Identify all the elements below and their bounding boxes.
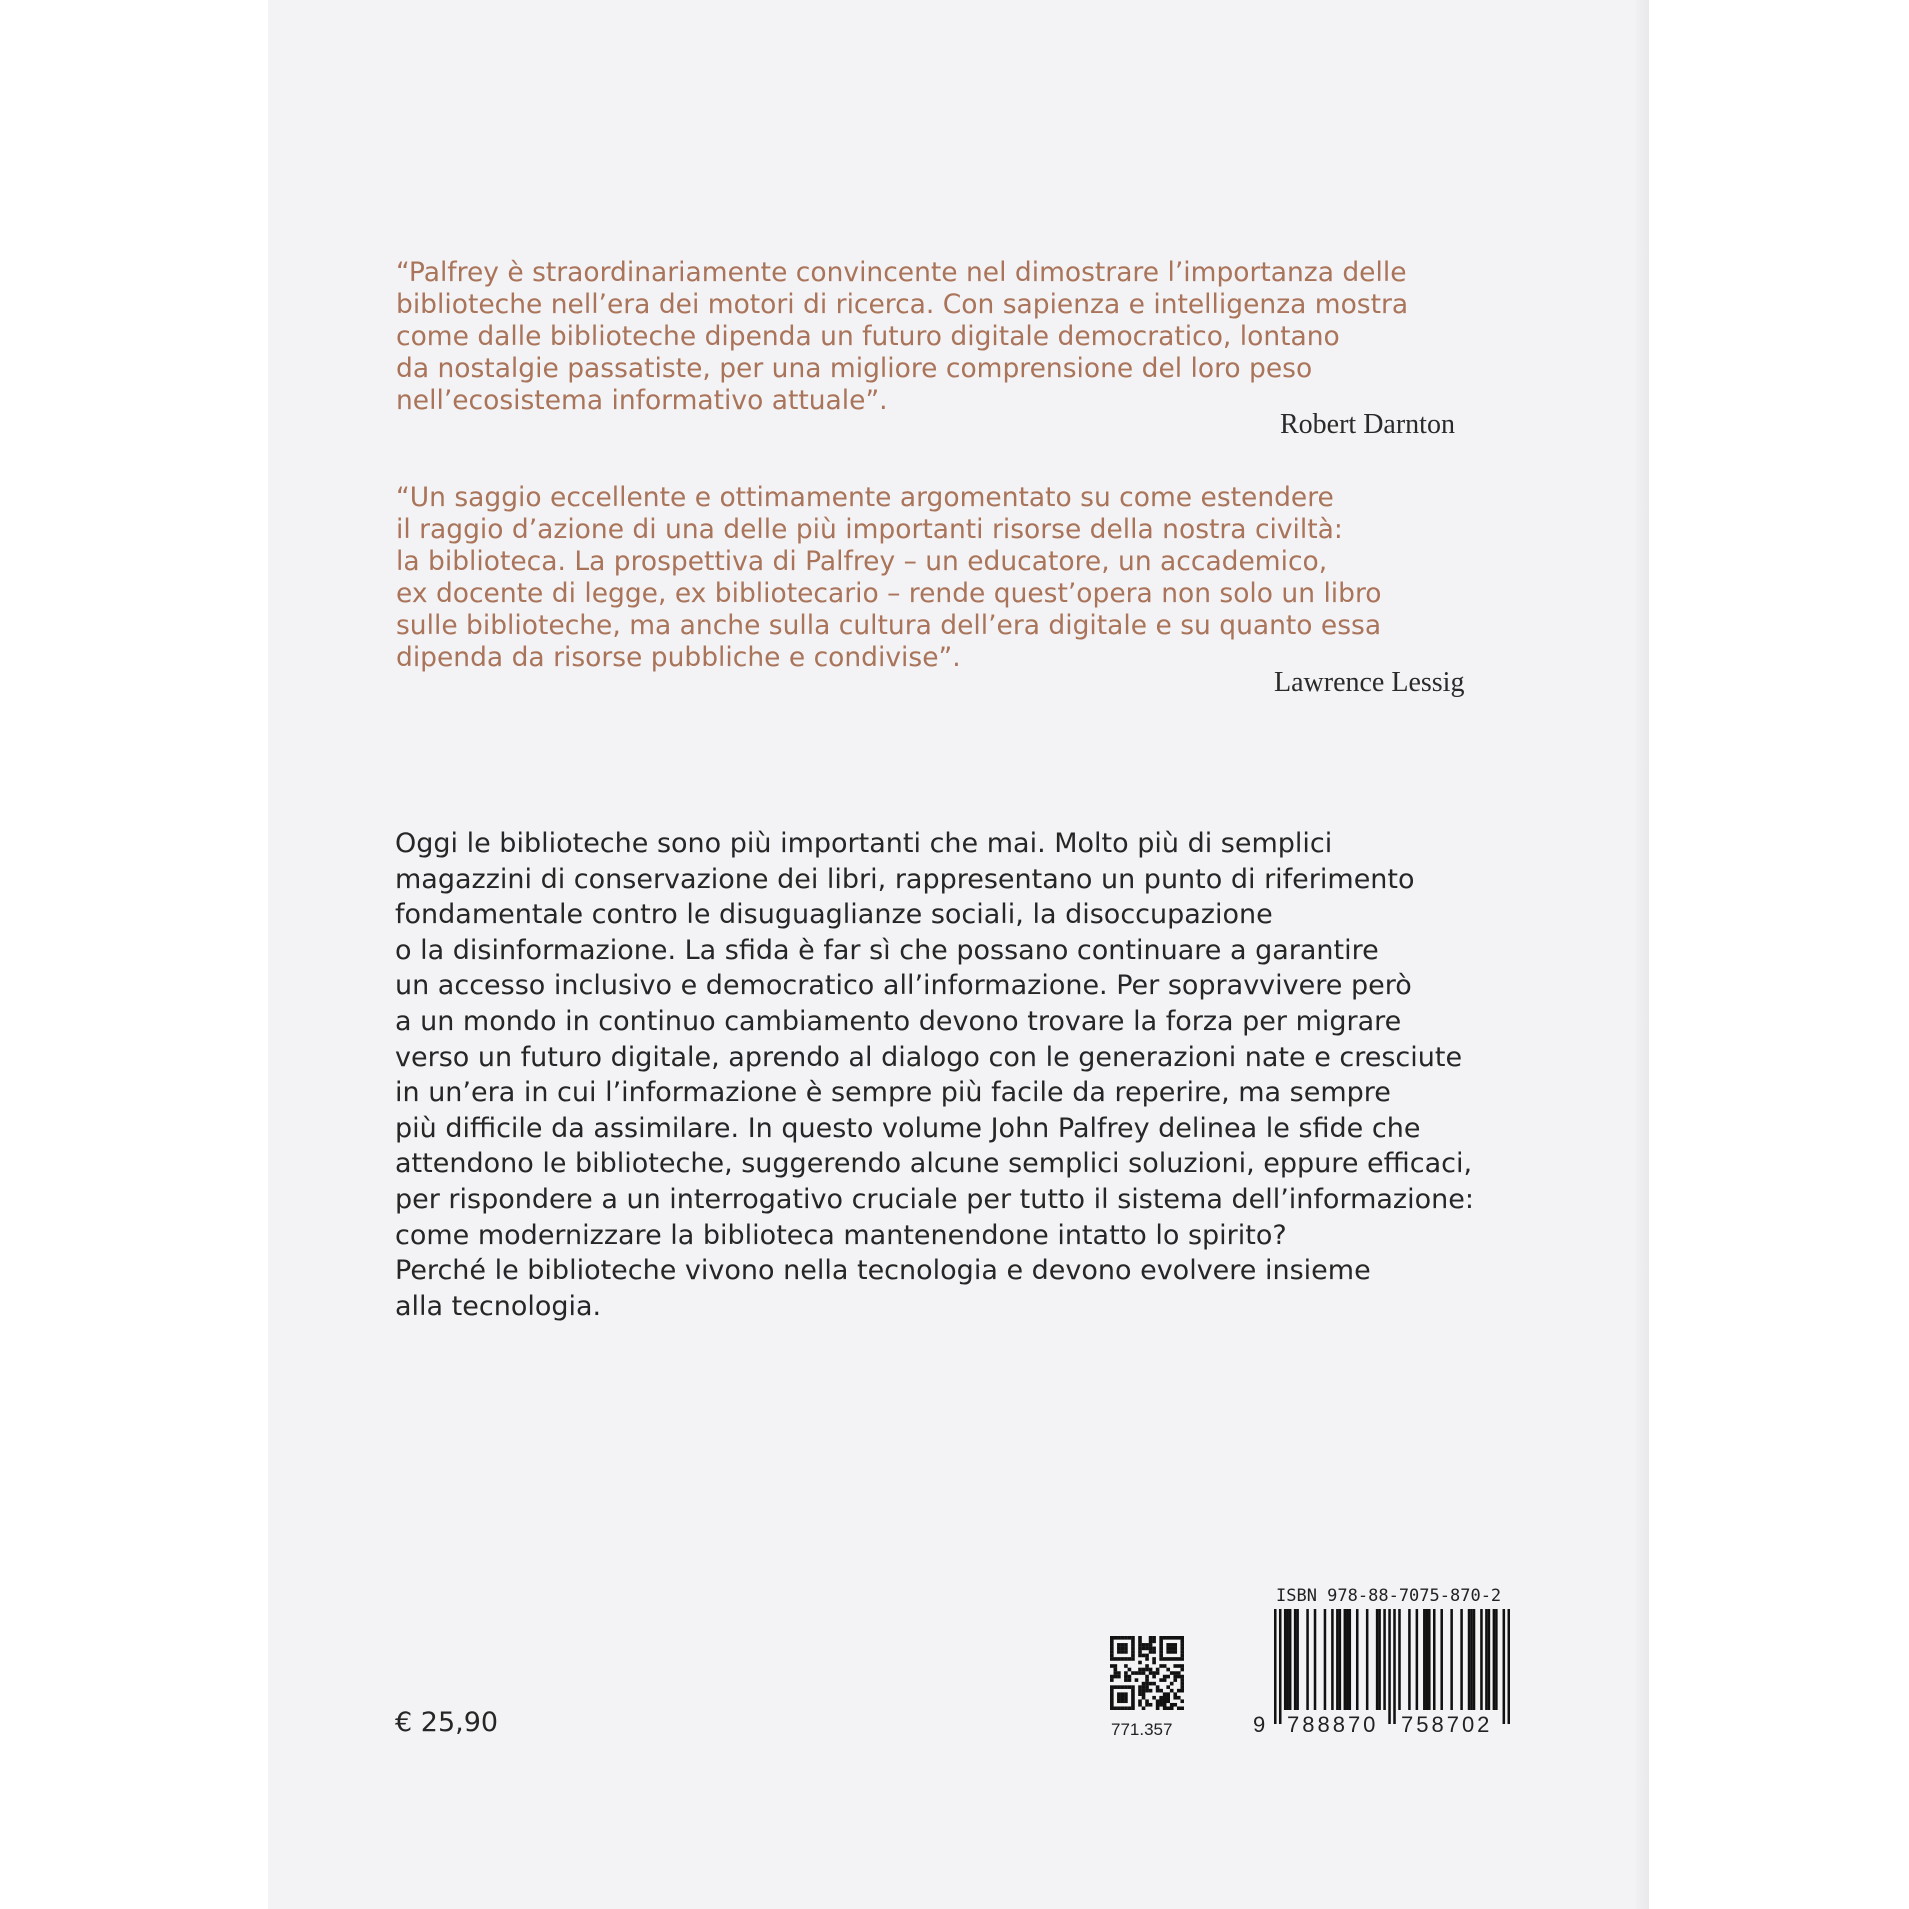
quote-line: come dalle biblioteche dipenda un futuro digitale democratico, lontano <box>396 321 1340 352</box>
description-line: Oggi le biblioteche sono più importanti che mai. Molto più di semplici <box>395 828 1333 859</box>
qr-code-label: 771.357 <box>1111 1720 1173 1739</box>
quote-line: la biblioteca. La prospettiva di Palfrey – un educatore, un accademico, <box>396 546 1328 577</box>
isbn-label: ISBN 978-88-7075-870-2 <box>1276 1586 1502 1606</box>
description-line: come modernizzare la biblioteca mantenendone intatto lo spirito? <box>395 1219 1287 1251</box>
description-line: per rispondere a un interrogativo cruciale per tutto il sistema dell’informazione: <box>395 1183 1474 1215</box>
quote-author-darnton: Robert Darnton <box>1280 409 1455 440</box>
description-line: più difficile da assimilare. In questo volume John Palfrey delinea le sfide che <box>395 1112 1421 1144</box>
description-line: fondamentale contro le disuguaglianze sociali, la disoccupazione <box>395 899 1273 931</box>
barcode-icon <box>1274 1609 1510 1724</box>
description-line: o la disinformazione. La sfida è far sì che possano continuare a garantire <box>395 934 1379 966</box>
description-line: un accesso inclusivo e democratico all’informazione. Per sopravvivere però <box>395 970 1412 1002</box>
description-line: Perché le biblioteche vivono nella tecnologia e devono evolvere insieme <box>395 1255 1371 1287</box>
quote-line: nell’ecosistema informativo attuale”. <box>396 385 888 416</box>
quote-line: “Un saggio eccellente e ottimamente argomentato su come estendere <box>396 482 1334 513</box>
quote-line: sulle biblioteche, ma anche sulla cultura dell’era digitale e su quanto essa <box>396 610 1382 641</box>
quote-line: biblioteche nell’era dei motori di ricerca. Con sapienza e intelligenza mostra <box>396 289 1409 320</box>
quote-line: da nostalgie passatiste, per una migliore comprensione del loro peso <box>396 353 1313 384</box>
ean-digits <box>1252 1712 1514 1742</box>
qr-code-icon <box>1110 1636 1184 1710</box>
description-line: verso un futuro digitale, aprendo al dialogo con le generazioni nate e cresciute <box>395 1041 1463 1073</box>
quote-line: il raggio d’azione di una delle più importanti risorse della nostra civiltà: <box>396 514 1343 545</box>
ean-first-digit: 9 <box>1253 1712 1266 1737</box>
quote-line: ex docente di legge, ex bibliotecario – rende quest’opera non solo un libro <box>396 578 1382 609</box>
ean-right-group: 758702 <box>1401 1712 1493 1737</box>
book-description <box>395 826 1474 1324</box>
description-line: attendono le biblioteche, suggerendo alcune semplici soluzioni, eppure efficaci, <box>395 1148 1473 1180</box>
description-line: a un mondo in continuo cambiamento devono trovare la forza per migrare <box>395 1005 1402 1037</box>
quote-line: dipenda da risorse pubbliche e condivise”. <box>396 642 961 673</box>
quote-line: “Palfrey è straordinariamente convincente nel dimostrare l’importanza delle <box>396 257 1407 288</box>
description-line: alla tecnologia. <box>395 1290 602 1322</box>
quote-author-lessig: Lawrence Lessig <box>1274 667 1465 698</box>
ean-left-group: 788870 <box>1287 1712 1379 1737</box>
description-line: magazzini di conservazione dei libri, rappresentano un punto di riferimento <box>395 863 1415 895</box>
quote-lessig <box>396 482 1382 674</box>
price-label: € 25,90 <box>395 1707 499 1738</box>
cover-edge <box>1636 0 1649 1909</box>
quote-darnton <box>396 257 1408 417</box>
description-line: in un’era in cui l’informazione è sempre più facile da reperire, ma sempre <box>395 1077 1391 1109</box>
